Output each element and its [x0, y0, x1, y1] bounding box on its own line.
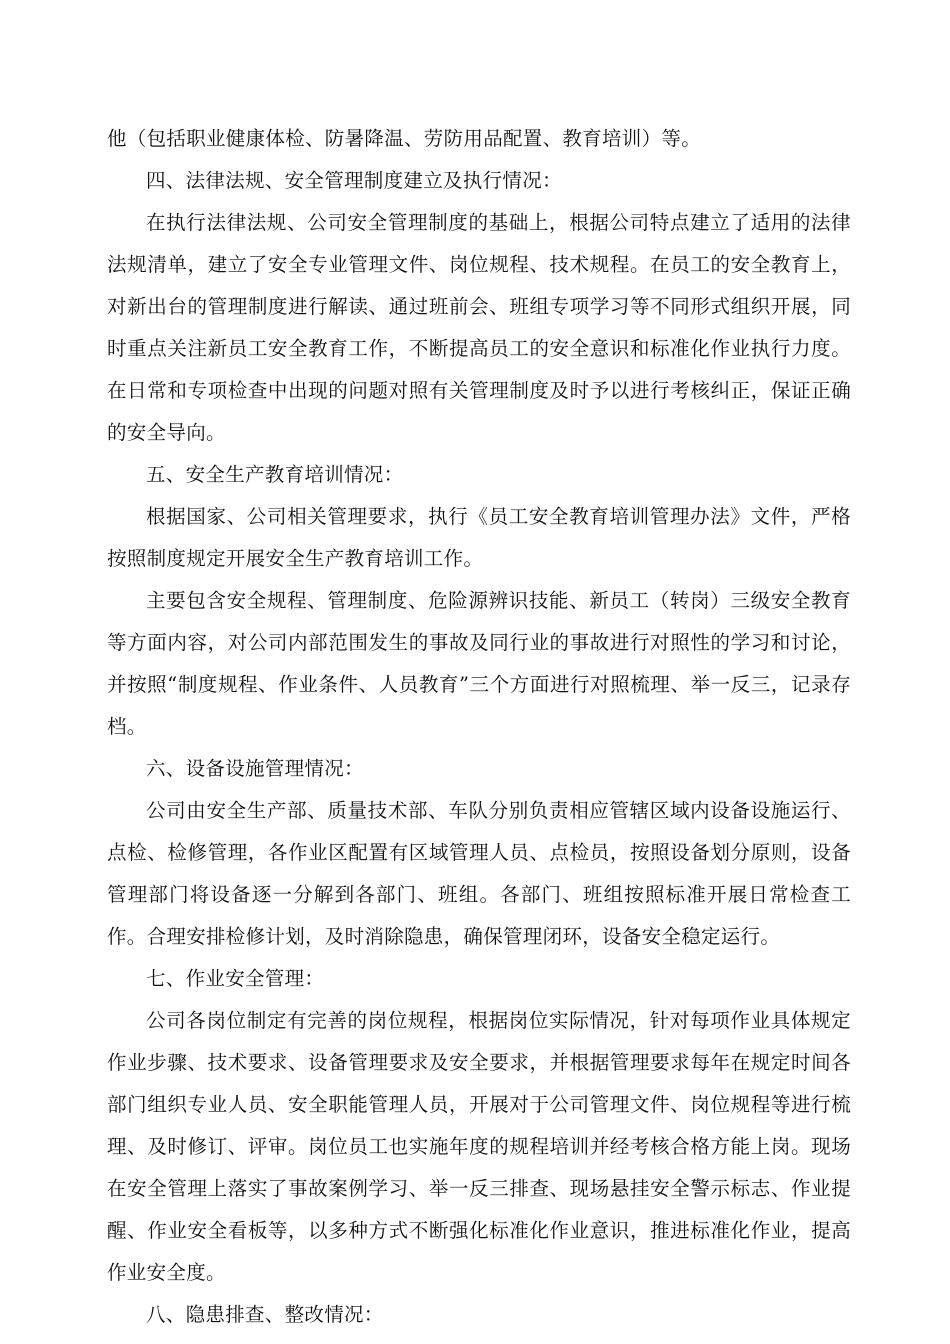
paragraph-equipment: 公司由安全生产部、质量技术部、车队分别负责相应管辖区域内设备设施运行、点检、检修管理，各作业区配置有区域管理人员、点检员，按照设备划分原则，设备管理部门将设备逐一分解到各部门、班组。各部门、班组按照标准开展日常检查工作。合理安排检修计划，及时消除隐患，确保管理闭环，设备安全稳定运行。	[107, 799, 851, 948]
section-heading-5: 五、安全生产教育培训情况：	[146, 463, 404, 486]
paragraph-laws-regulations: 在执行法律法规、公司安全管理制度的基础上，根据公司特点建立了适用的法律法规清单，建立了安全专业管理文件、岗位规程、技术规程。在员工的安全教育上，对新出台的管理制度进行解读、通过班前会、班组专项学习等不同形式组织开展，同时重点关注新员工安全教育工作，不断提高员工的安全意识和标准化作业执行力度。在日常和专项检查中出现的问题对照有关管理制度及时予以进行考核纠正，保证正确的安全导向。	[107, 211, 851, 444]
document-body	[107, 118, 851, 1336]
section-heading-4: 四、法律法规、安全管理制度建立及执行情况：	[146, 169, 562, 192]
section-heading-7: 七、作业安全管理：	[146, 967, 325, 990]
section-heading-8: 八、隐患排查、整改情况：	[146, 1303, 384, 1326]
paragraph-training-2: 主要包含安全规程、管理制度、危险源辨识技能、新员工（转岗）三级安全教育等方面内容，对公司内部范围发生的事故及同行业的事故进行对照性的学习和讨论，并按照“制度规程、作业条件、人员教育”三个方面进行对照梳理、举一反三，记录存档。	[107, 589, 851, 738]
paragraph-continuation: 他（包括职业健康体检、防暑降温、劳防用品配置、教育培训）等。	[107, 127, 702, 150]
paragraph-operation-safety: 公司各岗位制定有完善的岗位规程，根据岗位实际情况，针对每项作业具体规定作业步骤、技术要求、设备管理要求及安全要求，并根据管理要求每年在规定时间各部门组织专业人员、安全职能管理人员，开展对于公司管理文件、岗位规程等进行梳理、及时修订、评审。岗位员工也实施年度的规程培训并经考核合格方能上岗。现场在安全管理上落实了事故案例学习、举一反三排查、现场悬挂安全警示标志、作业提醒、作业安全看板等，以多种方式不断强化标准化作业意识，推进标准化作业，提高作业安全度。	[107, 1009, 851, 1284]
section-heading-6: 六、设备设施管理情况：	[146, 757, 364, 780]
paragraph-training-1: 根据国家、公司相关管理要求，执行《员工安全教育培训管理办法》文件，严格按照制度规定开展安全生产教育培训工作。	[107, 505, 851, 570]
